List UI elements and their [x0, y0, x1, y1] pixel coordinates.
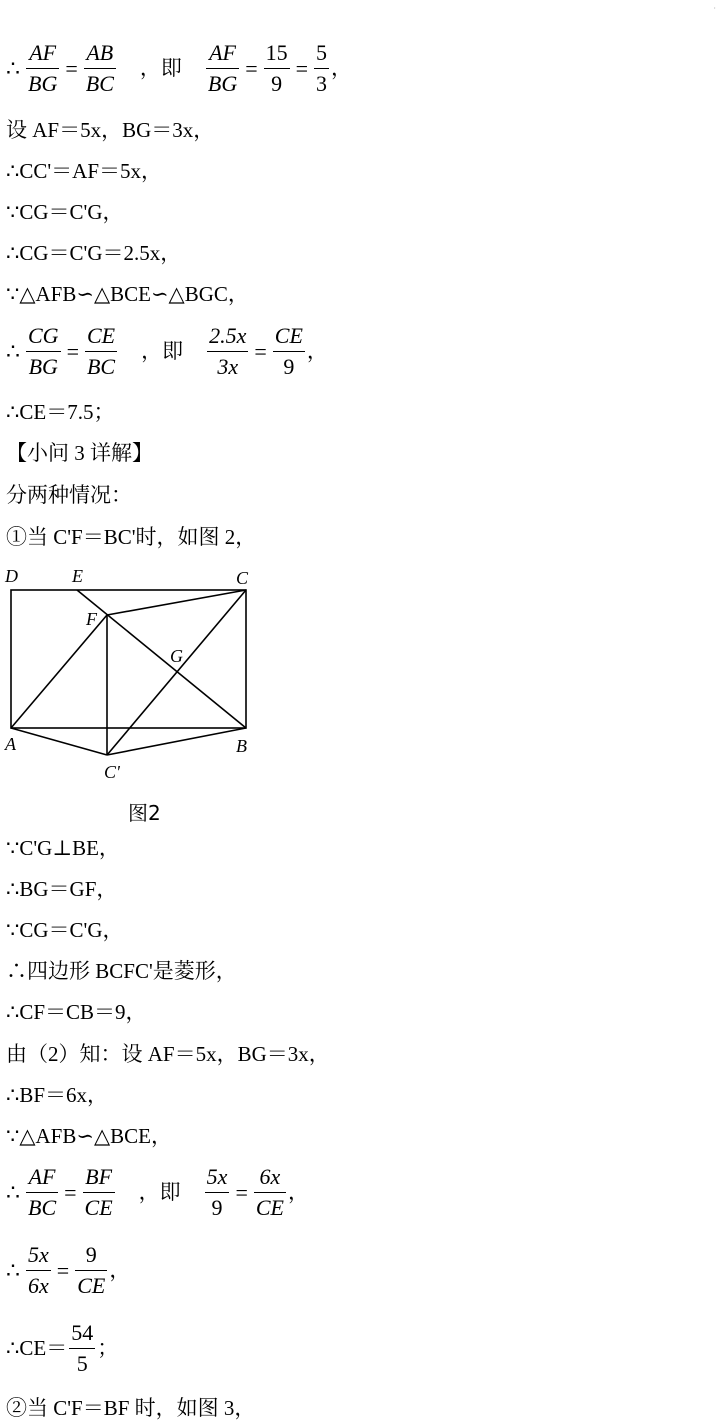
line-15: ∴四边形 BCFC'是菱形， — [6, 959, 237, 983]
fraction: $\frac{CG}{BG}$ — [28, 323, 59, 380]
line-6: ∵△AFB∽△BCE∽△BGC， — [6, 282, 249, 306]
line-8: ∴CE＝7.5； — [6, 400, 115, 424]
line-20: ∴ $\frac{AF}{BC}$ = $\frac{BF}{CE}$ ，即 $\frac{5x}{9}$ = $\frac{6x}{CE}$ ， — [6, 1164, 309, 1221]
therefore-symbol: ∴ — [6, 1179, 20, 1205]
therefore-symbol: ∴ — [6, 338, 20, 364]
line-14: ∵CG＝C'G， — [6, 918, 124, 942]
therefore-symbol: ∴ — [6, 1257, 20, 1283]
fraction: $\frac{5}{3}$ — [316, 40, 328, 97]
fraction: $\frac{5x}{9}$ — [206, 1164, 228, 1221]
label-F: F — [86, 609, 97, 629]
label-E: E — [72, 566, 83, 586]
line-5: ∴CG＝C'G＝2.5x， — [6, 241, 182, 265]
fraction: $\frac{CE}{BC}$ — [86, 323, 116, 380]
label-A: A — [5, 734, 16, 754]
fraction: $\frac{5x}{6x}$ — [28, 1242, 49, 1299]
fraction: $\frac{AF}{BG}$ — [28, 40, 58, 97]
line-4: ∵CG＝C'G， — [6, 200, 124, 224]
fraction: $\frac{CE}{9}$ — [274, 323, 303, 380]
line-17: 由（2）知：设 AF＝5x，BG＝3x， — [6, 1042, 330, 1066]
corner-dot: · — [713, 4, 716, 13]
geometry-figure — [0, 560, 260, 810]
label-C: C — [236, 568, 249, 588]
line-22: ∴CE＝ $\frac{54}{5}$ ； — [6, 1320, 119, 1377]
therefore-symbol: ∴ — [6, 55, 20, 81]
line-23: ②当 C'F＝BF 时，如图 3， — [6, 1396, 256, 1420]
line-16: ∴CF＝CB＝9， — [6, 1000, 147, 1024]
line-18: ∴BF＝6x， — [6, 1083, 109, 1107]
label-G: G — [170, 646, 183, 666]
line-19: ∵△AFB∽△BCE， — [6, 1124, 172, 1148]
line-7: ∴ $\frac{CG}{BG}$ = $\frac{CE}{BC}$ ，即 $\frac{2.5x}{3x}$ = $\frac{CE}{9}$ ， — [6, 323, 328, 380]
fraction: $\frac{AF}{BC}$ — [28, 1164, 57, 1221]
figure-caption: 图2 — [128, 801, 161, 825]
line-2: 设 AF＝5x，BG＝3x， — [6, 118, 215, 142]
line-11: ①当 C'F＝BC'时，如图 2， — [6, 525, 257, 549]
fraction: $\frac{54}{5}$ — [71, 1320, 94, 1377]
label-C-prime: C' — [104, 762, 120, 782]
fraction: $\frac{AF}{BG}$ — [207, 40, 238, 97]
label-B: B — [236, 736, 247, 756]
line-13: ∴BG＝GF， — [6, 877, 118, 901]
line-12: ∵C'G⊥BE， — [6, 836, 120, 860]
section-heading: 【小问 3 详解】 — [6, 441, 153, 465]
line-3: ∴CC'＝AF＝5x， — [6, 159, 163, 183]
label-D: D — [5, 566, 18, 586]
fraction: $\frac{2.5x}{3x}$ — [209, 323, 247, 380]
fraction: $\frac{9}{CE}$ — [77, 1242, 106, 1299]
fraction: $\frac{15}{9}$ — [265, 40, 288, 97]
fraction: $\frac{BF}{CE}$ — [84, 1164, 113, 1221]
fraction: $\frac{AB}{BC}$ — [85, 40, 114, 97]
line-10: 分两种情况： — [6, 483, 132, 507]
line-1: ∴ $\frac{AF}{BG}$ = $\frac{AB}{BC}$ ，即 $\frac{AF}{BG}$ = $\frac{15}{9}$ = $\frac{5}{3}$ ， — [6, 40, 353, 97]
line-21: ∴ $\frac{5x}{6x}$ = $\frac{9}{CE}$ ， — [6, 1242, 131, 1299]
fraction: $\frac{6x}{CE}$ — [255, 1164, 284, 1221]
